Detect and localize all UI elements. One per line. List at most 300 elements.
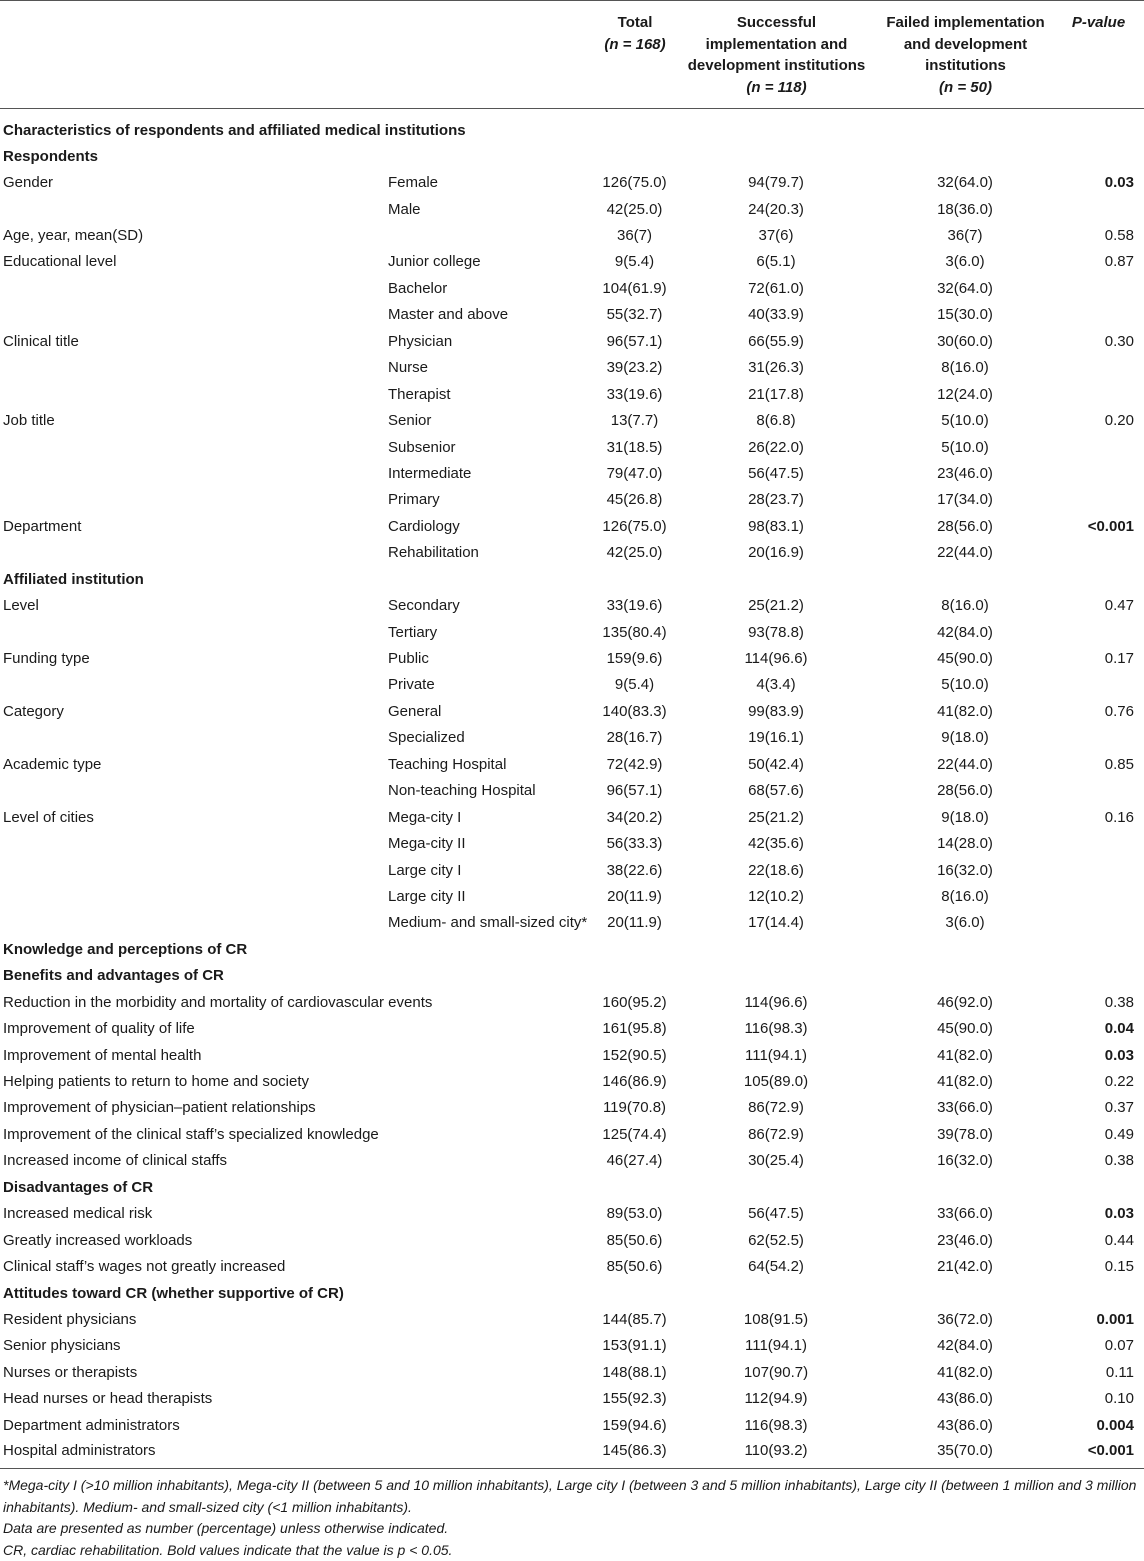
cell-total: 39(23.2) (606, 359, 663, 377)
cell-total: 152(90.5) (602, 1046, 667, 1064)
table-row (0, 989, 1144, 1015)
cell-p-value: 0.58 (1104, 227, 1134, 245)
table-row (0, 857, 1144, 883)
cell-successful: 17(14.4) (748, 914, 804, 932)
table-row (0, 883, 1144, 909)
row-sublabel: Therapist (388, 385, 451, 403)
cell-total: 42(25.0) (606, 544, 663, 562)
footnote-data: Data are presented as number (percentage) unless otherwise indicated. (3, 1520, 449, 1537)
cell-successful: 72(61.0) (748, 279, 804, 297)
cell-p-value: <0.001 (1053, 1438, 1144, 1469)
cell-p-value (1053, 275, 1144, 301)
table-row (0, 407, 1144, 433)
row-sublabel: Primary (388, 491, 440, 509)
cell-successful: 93(78.8) (748, 623, 804, 641)
cell-successful: 25(21.2) (748, 597, 804, 615)
row-sublabel: Specialized (388, 729, 465, 747)
cell-successful: 42(35.6) (748, 835, 804, 853)
cell-successful: 22(18.6) (748, 861, 804, 879)
row-sublabel: Male (388, 200, 421, 218)
cell-failed: 15(30.0) (937, 306, 993, 324)
cell-total: 135(80.4) (602, 623, 667, 641)
cell-p-value (1053, 883, 1144, 909)
cell-successful: 68(57.6) (748, 782, 804, 800)
cell-failed: 41(82.0) (937, 1363, 993, 1381)
table-row (0, 830, 1144, 856)
cell-p-value: 0.03 (1104, 174, 1134, 192)
table-row (0, 169, 1144, 195)
section-header-row (0, 566, 1144, 592)
row-sublabel: General (388, 702, 442, 720)
cell-successful: 86(72.9) (748, 1099, 804, 1117)
row-sublabel (385, 1306, 595, 1332)
row-label: Improvement of the clinical staff’s specialized knowledge (3, 1125, 379, 1143)
row-sublabel: Physician (388, 332, 453, 350)
cell-failed: 18(36.0) (937, 200, 993, 218)
row-sublabel: Large city II (388, 887, 466, 905)
cell-failed: 45(90.0) (937, 650, 993, 668)
row-sublabel: Tertiary (388, 623, 438, 641)
table-row (0, 1412, 1144, 1438)
row-label: Category (3, 702, 64, 720)
table-row (0, 1438, 1144, 1469)
cell-successful: 66(55.9) (748, 332, 804, 350)
row-label (0, 725, 385, 751)
cell-failed: 36(72.0) (937, 1310, 993, 1328)
row-sublabel: Medium- and small-sized city* (388, 914, 588, 932)
table-row (0, 302, 1144, 328)
cell-failed: 42(84.0) (937, 1337, 993, 1355)
row-label (0, 302, 385, 328)
cell-successful: 107(90.7) (743, 1363, 809, 1381)
table-row (0, 1333, 1144, 1359)
cell-successful: 19(16.1) (748, 729, 804, 747)
cell-p-value (1053, 434, 1144, 460)
cell-successful: 50(42.4) (748, 755, 804, 773)
row-sublabel (385, 1386, 595, 1412)
cell-p-value: 0.15 (1104, 1258, 1134, 1276)
table-row (0, 1148, 1144, 1174)
cell-total: 126(75.0) (602, 174, 667, 192)
section-title: Affiliated institution (3, 570, 144, 588)
cell-total: 160(95.2) (602, 993, 667, 1011)
cell-successful: 30(25.4) (748, 1152, 804, 1170)
cell-successful: 111(94.1) (745, 1337, 807, 1355)
row-label: Increased medical risk (3, 1205, 153, 1223)
row-sublabel (385, 1042, 595, 1068)
table-row (0, 1068, 1144, 1094)
cell-successful: 12(10.2) (748, 887, 804, 905)
row-sublabel: Bachelor (388, 279, 448, 297)
section-header-row (0, 109, 1144, 144)
cell-successful: 105(89.0) (743, 1073, 809, 1091)
row-sublabel: Junior college (388, 253, 481, 271)
row-label: Gender (3, 174, 54, 192)
cell-failed: 5(10.0) (941, 438, 989, 456)
section-header-row (0, 143, 1144, 169)
cell-failed: 42(84.0) (937, 623, 993, 641)
cell-p-value (1053, 910, 1144, 936)
cell-total: 159(94.6) (602, 1416, 667, 1434)
cell-total: 45(26.8) (606, 491, 663, 509)
row-label (0, 540, 385, 566)
table-row (0, 1201, 1144, 1227)
table-row (0, 487, 1144, 513)
footnote-abbrev: CR, cardiac rehabilitation. Bold values indicate that the value is p < 0.05. (3, 1541, 453, 1558)
cell-failed: 43(86.0) (937, 1390, 993, 1408)
cell-successful: 114(96.6) (744, 993, 808, 1011)
row-label: Clinical staff’s wages not greatly increased (3, 1258, 286, 1276)
cell-p-value: 0.03 (1104, 1046, 1134, 1064)
row-sublabel: Private (388, 676, 435, 694)
header-failed: Failed implementation and development institutions (n = 50) (878, 1, 1053, 109)
row-label: Improvement of physician–patient relationships (3, 1099, 316, 1117)
table-row (0, 434, 1144, 460)
row-sublabel (385, 1412, 595, 1438)
cell-failed: 3(6.0) (945, 914, 985, 932)
cell-p-value (1053, 302, 1144, 328)
cell-successful: 94(79.7) (748, 174, 804, 192)
row-sublabel: Non-teaching Hospital (388, 782, 536, 800)
row-label: Job title (3, 412, 55, 430)
row-sublabel: Mega-city I (388, 808, 462, 826)
table-row (0, 778, 1144, 804)
cell-failed: 46(92.0) (937, 993, 993, 1011)
row-label: Academic type (3, 755, 102, 773)
cell-failed: 41(82.0) (937, 1046, 993, 1064)
row-sublabel (385, 222, 595, 248)
row-label (0, 883, 385, 909)
cell-failed: 28(56.0) (937, 782, 993, 800)
table-row (0, 540, 1144, 566)
cell-total: 38(22.6) (606, 861, 663, 879)
cell-p-value: 0.04 (1104, 1020, 1134, 1038)
cell-total: 153(91.1) (602, 1337, 667, 1355)
header-successful: Successful implementation and development institutions (n = 118) (675, 1, 878, 109)
table-row (0, 355, 1144, 381)
row-sublabel: Subsenior (388, 438, 456, 456)
cell-successful: 26(22.0) (748, 438, 804, 456)
section-header-row (0, 936, 1144, 962)
cell-failed: 28(56.0) (937, 517, 993, 535)
row-label: Nurses or therapists (3, 1363, 138, 1381)
cell-successful: 116(98.3) (744, 1416, 808, 1434)
row-label: Educational level (3, 253, 117, 271)
row-sublabel: Large city I (388, 861, 462, 879)
cell-total: 145(86.3) (595, 1438, 675, 1469)
table-row (0, 460, 1144, 486)
cell-failed: 45(90.0) (937, 1020, 993, 1038)
row-sublabel: Nurse (388, 359, 429, 377)
row-label (0, 275, 385, 301)
row-sublabel: Mega-city II (388, 835, 466, 853)
cell-total: 159(9.6) (606, 650, 663, 668)
table-row (0, 725, 1144, 751)
table-row (0, 804, 1144, 830)
cell-total: 20(11.9) (607, 887, 662, 905)
cell-successful: 4(3.4) (756, 676, 796, 694)
cell-total: 104(61.9) (602, 279, 667, 297)
cell-failed: 5(10.0) (941, 412, 989, 430)
cell-p-value (1053, 830, 1144, 856)
section-header-row (0, 1280, 1144, 1306)
cell-failed: 32(64.0) (937, 174, 993, 192)
cell-successful: 86(72.9) (748, 1125, 804, 1143)
section-title: Attitudes toward CR (whether supportive of CR) (3, 1284, 344, 1302)
cell-p-value: 0.03 (1104, 1205, 1134, 1223)
cell-total: 146(86.9) (602, 1073, 667, 1091)
cell-successful: 21(17.8) (748, 385, 804, 403)
cell-successful: 62(52.5) (748, 1231, 804, 1249)
row-label: Increased income of clinical staffs (3, 1152, 227, 1170)
cell-successful: 6(5.1) (756, 253, 796, 271)
cell-successful: 99(83.9) (748, 702, 804, 720)
section-title: Benefits and advantages of CR (3, 967, 224, 985)
cell-successful: 64(54.2) (748, 1258, 804, 1276)
table-row (0, 1253, 1144, 1279)
row-label: Improvement of quality of life (3, 1020, 195, 1038)
cell-total: 155(92.3) (602, 1390, 667, 1408)
table-row (0, 275, 1144, 301)
section-title: Disadvantages of CR (3, 1178, 154, 1196)
cell-successful: 40(33.9) (748, 306, 804, 324)
header-total: Total (n = 168) (595, 1, 675, 109)
cell-p-value: 0.44 (1104, 1231, 1134, 1249)
row-sublabel (385, 1068, 595, 1094)
cell-failed: 43(86.0) (937, 1416, 993, 1434)
row-label (0, 672, 385, 698)
table-row (0, 672, 1144, 698)
header-p-value: P-value (1053, 1, 1144, 109)
table-row (0, 1095, 1144, 1121)
table-row (0, 698, 1144, 724)
row-label (0, 830, 385, 856)
cell-total: 85(50.6) (606, 1231, 663, 1249)
cell-successful: 114(96.6) (744, 650, 808, 668)
cell-total: 9(5.4) (614, 676, 655, 694)
table-row (0, 1306, 1144, 1332)
cell-total: 42(25.0) (606, 200, 663, 218)
cell-p-value (1053, 487, 1144, 513)
row-sublabel (385, 1015, 595, 1041)
cell-failed: 36(7) (947, 227, 983, 245)
cell-failed: 14(28.0) (937, 835, 993, 853)
cell-total: 31(18.5) (606, 438, 663, 456)
cell-p-value: 0.07 (1104, 1337, 1134, 1355)
cell-failed: 16(32.0) (937, 1152, 993, 1170)
cell-p-value (1053, 619, 1144, 645)
table-row (0, 1015, 1144, 1041)
cell-total: 36(7) (616, 227, 653, 245)
cell-p-value (1053, 857, 1144, 883)
cell-failed: 41(82.0) (937, 702, 993, 720)
row-label: Department administrators (3, 1416, 180, 1434)
table-row (0, 1227, 1144, 1253)
cell-successful: 111(94.1) (745, 1046, 807, 1064)
section-title: Characteristics of respondents and affiliated medical institutions (3, 121, 466, 139)
header-row (0, 1, 1144, 109)
row-sublabel: Master and above (388, 306, 509, 324)
cell-failed: 35(70.0) (878, 1438, 1053, 1469)
cell-p-value (1053, 672, 1144, 698)
table-row (0, 619, 1144, 645)
row-sublabel (385, 1121, 595, 1147)
table-row (0, 751, 1144, 777)
row-sublabel: Intermediate (388, 464, 472, 482)
row-label (0, 196, 385, 222)
cell-successful: 116(98.3) (744, 1020, 808, 1038)
cell-total: 161(95.8) (602, 1020, 667, 1038)
cell-p-value: 0.76 (1104, 702, 1134, 720)
row-label (0, 434, 385, 460)
table-row (0, 196, 1144, 222)
cell-total: 72(42.9) (606, 755, 663, 773)
table-row (0, 1386, 1144, 1412)
row-sublabel: Senior (388, 412, 432, 430)
cell-failed: 32(64.0) (937, 279, 993, 297)
cell-total: 140(83.3) (602, 702, 667, 720)
cell-successful: 98(83.1) (748, 517, 804, 535)
table-row (0, 1121, 1144, 1147)
row-label: Resident physicians (3, 1310, 137, 1328)
header-blank (0, 1, 385, 109)
row-label: Age, year, mean(SD) (3, 227, 144, 245)
row-sublabel (385, 1333, 595, 1359)
cell-successful: 108(91.5) (743, 1310, 809, 1328)
table-row (0, 513, 1144, 539)
cell-p-value: 0.87 (1104, 253, 1134, 271)
row-sublabel: Rehabilitation (388, 544, 479, 562)
cell-failed: 8(16.0) (941, 359, 989, 377)
cell-successful: 25(21.2) (748, 808, 804, 826)
cell-p-value: 0.10 (1104, 1390, 1134, 1408)
cell-successful: 112(94.9) (744, 1390, 808, 1408)
row-label (0, 910, 385, 936)
row-sublabel: Teaching Hospital (388, 755, 507, 773)
row-sublabel (385, 1201, 595, 1227)
row-label: Level (3, 597, 39, 615)
cell-total: 34(20.2) (606, 808, 663, 826)
cell-failed: 41(82.0) (937, 1073, 993, 1091)
row-label: Department (3, 517, 82, 535)
row-sublabel (385, 1438, 595, 1469)
cell-p-value (1053, 778, 1144, 804)
cell-p-value: 0.22 (1104, 1073, 1134, 1091)
cell-p-value (1053, 355, 1144, 381)
cell-p-value: 0.38 (1104, 993, 1134, 1011)
cell-failed: 16(32.0) (937, 861, 993, 879)
cell-successful: 24(20.3) (748, 200, 804, 218)
cell-failed: 22(44.0) (937, 755, 993, 773)
row-label: Helping patients to return to home and society (3, 1073, 310, 1091)
cell-failed: 22(44.0) (937, 544, 993, 562)
cell-failed: 33(66.0) (937, 1099, 993, 1117)
cell-p-value: <0.001 (1087, 517, 1134, 535)
cell-failed: 9(18.0) (941, 808, 989, 826)
cell-p-value (1053, 725, 1144, 751)
table-footnotes (0, 1469, 1144, 1561)
table-row (0, 592, 1144, 618)
cell-failed: 5(10.0) (941, 676, 989, 694)
table-row (0, 910, 1144, 936)
cell-successful: 56(47.5) (748, 1205, 804, 1223)
row-label: Level of cities (3, 808, 94, 826)
section-header-row (0, 1174, 1144, 1200)
cell-successful: 37(6) (758, 227, 794, 245)
row-label (0, 619, 385, 645)
cell-failed: 23(46.0) (937, 464, 993, 482)
table-row (0, 249, 1144, 275)
cell-successful: 56(47.5) (748, 464, 804, 482)
cell-successful: 20(16.9) (748, 544, 804, 562)
row-sublabel (385, 1148, 595, 1174)
cell-failed: 12(24.0) (937, 385, 993, 403)
cell-failed: 33(66.0) (937, 1205, 993, 1223)
row-label: Greatly increased workloads (3, 1231, 193, 1249)
cell-failed: 17(34.0) (937, 491, 993, 509)
cell-successful: 110(93.2) (675, 1438, 878, 1469)
cell-failed: 23(46.0) (937, 1231, 993, 1249)
cell-total: 33(19.6) (606, 385, 663, 403)
row-sublabel: Female (388, 174, 439, 192)
table-body (0, 109, 1144, 1469)
cell-total: 56(33.3) (606, 835, 663, 853)
cell-successful: 8(6.8) (756, 412, 796, 430)
row-sublabel (385, 1095, 595, 1121)
table-row (0, 645, 1144, 671)
row-label (0, 355, 385, 381)
cell-total: 126(75.0) (602, 517, 667, 535)
row-label: Clinical title (3, 332, 79, 350)
table-row (0, 381, 1144, 407)
cell-p-value: 0.30 (1104, 332, 1134, 350)
row-sublabel: Secondary (388, 597, 460, 615)
cell-p-value: 0.49 (1104, 1125, 1134, 1143)
cell-total: 79(47.0) (606, 464, 663, 482)
cell-p-value: 0.47 (1104, 597, 1134, 615)
cell-failed: 3(6.0) (945, 253, 985, 271)
cell-total: 96(57.1) (606, 332, 663, 350)
cell-total: 9(5.4) (614, 253, 655, 271)
row-sublabel: Cardiology (388, 517, 460, 535)
cell-total: 96(57.1) (606, 782, 663, 800)
cell-total: 125(74.4) (602, 1125, 667, 1143)
row-label: Funding type (3, 650, 90, 668)
cell-total: 119(70.8) (602, 1099, 667, 1117)
row-label: Senior physicians (3, 1337, 121, 1355)
table-row (0, 1042, 1144, 1068)
cell-failed: 8(16.0) (941, 887, 989, 905)
cell-failed: 39(78.0) (937, 1125, 993, 1143)
row-sublabel (385, 1227, 595, 1253)
cell-p-value (1053, 196, 1144, 222)
cell-p-value: 0.001 (1096, 1310, 1134, 1328)
table-row (0, 328, 1144, 354)
cell-total: 85(50.6) (606, 1258, 663, 1276)
table-row (0, 1359, 1144, 1385)
row-sublabel: Public (388, 650, 429, 668)
table-row (0, 222, 1144, 248)
row-label: Head nurses or head therapists (3, 1390, 213, 1408)
section-header-row (0, 963, 1144, 989)
row-sublabel (385, 1253, 595, 1279)
cell-p-value: 0.17 (1104, 650, 1134, 668)
cell-total: 148(88.1) (602, 1363, 667, 1381)
cell-failed: 8(16.0) (941, 597, 989, 615)
cell-p-value: 0.38 (1104, 1152, 1134, 1170)
footnote-cities: *Mega-city I (>10 million inhabitants), Mega-city II (between 5 and 10 million inhabitants), Large city I (between 3 and 5 million inhabitants), Large city II (between 1 million and 3 million inhabitants). Medium- and small-sized city (<1 million inhabitants). (3, 1477, 1137, 1515)
cell-p-value (1053, 381, 1144, 407)
